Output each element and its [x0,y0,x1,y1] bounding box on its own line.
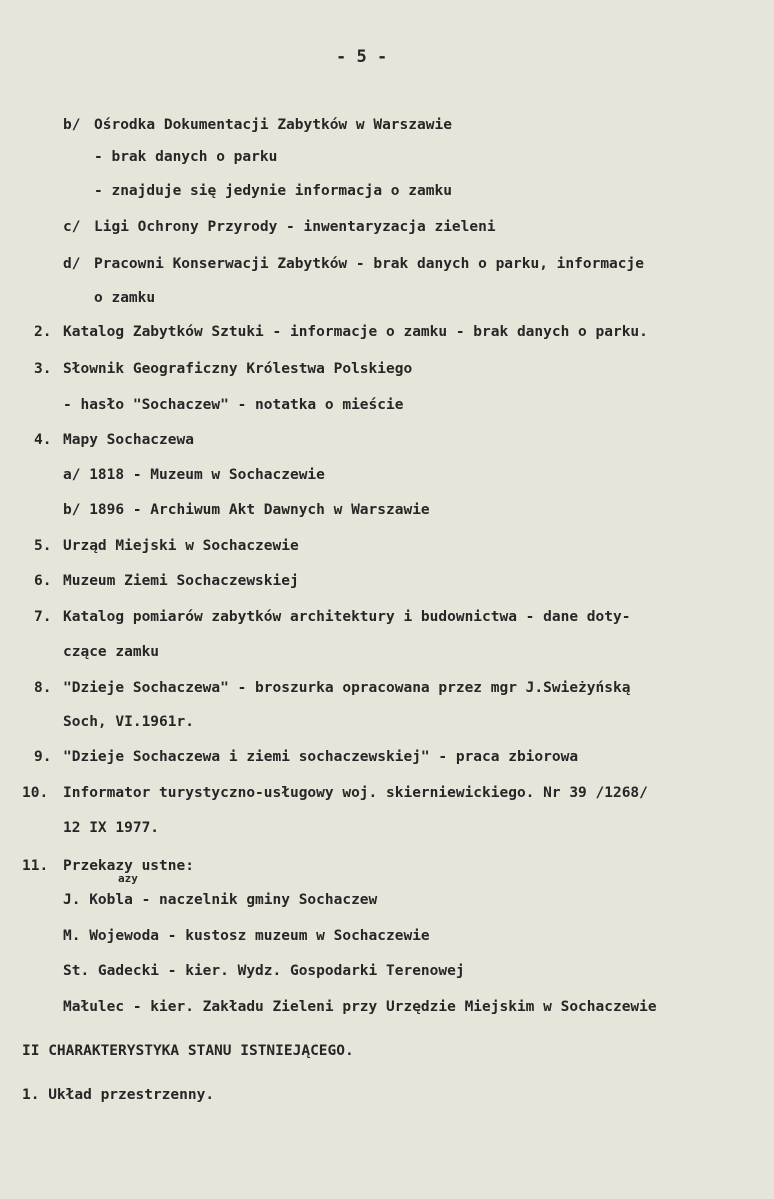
item-7-text-cont: czące zamku [63,644,160,660]
item-d-text-cont: o zamku [94,290,156,306]
item-5-text: Urząd Miejski w Sochaczewie [63,538,299,554]
item-7-number: 7. [34,609,52,625]
item-10-text-cont: 12 IX 1977. [63,820,160,836]
item-11b-text: M. Wojewoda - kustosz muzeum w Sochaczewie [63,928,430,944]
item-c-label: c/ [63,219,81,235]
section-title: II CHARAKTERYSTYKA STANU ISTNIEJĄCEGO. [22,1043,354,1059]
item-b-sub2: - znajduje się jedynie informacja o zamku [94,183,452,199]
item-7-text: Katalog pomiarów zabytków architektury i budownictwa - dane doty- [63,609,631,625]
item-9-text: "Dzieje Sochaczewa i ziemi sochaczewskiej" - praca zbiorowa [63,749,579,765]
item-b-text: Ośrodka Dokumentacji Zabytków w Warszawie [94,117,452,133]
section-subheading: 1. Układ przestrzenny. [22,1087,215,1103]
item-b-label: b/ [63,117,81,133]
item-4a-text: a/ 1818 - Muzeum w Sochaczewie [63,467,325,483]
item-4-number: 4. [34,432,52,448]
item-9-number: 9. [34,749,52,765]
item-3-subtext: - hasło "Sochaczew" - notatka o mieście [63,397,404,413]
item-10-number: 10. [22,785,49,801]
item-11d-text: Małulec - kier. Zakładu Zieleni przy Urzędzie Miejskim w Sochaczewie [63,999,657,1015]
item-6-number: 6. [34,573,52,589]
item-4b-text: b/ 1896 - Archiwum Akt Dawnych w Warszawie [63,502,430,518]
item-11c-text: St. Gadecki - kier. Wydz. Gospodarki Terenowej [63,963,465,979]
item-11-number: 11. [22,858,49,874]
page-number: - 5 - [336,47,388,67]
item-3-text: Słownik Geograficzny Królestwa Polskiego [63,361,413,377]
item-8-number: 8. [34,680,52,696]
item-3-number: 3. [34,361,52,377]
item-c-text: Ligi Ochrony Przyrody - inwentaryzacja zieleni [94,219,496,235]
item-d-text: Pracowni Konserwacji Zabytków - brak danych o parku, informacje [94,256,644,272]
handwritten-correction: azy [118,872,138,885]
item-8-text: "Dzieje Sochaczewa" - broszurka opracowana przez mgr J.Swieżyńską [63,680,631,696]
item-5-number: 5. [34,538,52,554]
item-10-text: Informator turystyczno-usługowy woj. skierniewickiego. Nr 39 /1268/ [63,785,648,801]
item-b-sub1: - brak danych o parku [94,149,278,165]
item-2-number: 2. [34,324,52,340]
item-8-text-cont: Soch, VI.1961r. [63,714,194,730]
item-6-text: Muzeum Ziemi Sochaczewskiej [63,573,299,589]
item-4-text: Mapy Sochaczewa [63,432,194,448]
item-11-text: Przekazy ustne: [63,858,194,874]
item-11a-text: J. Kobla - naczelnik gminy Sochaczew [63,892,378,908]
item-d-label: d/ [63,256,81,272]
item-2-text: Katalog Zabytków Sztuki - informacje o zamku - brak danych o parku. [63,324,648,340]
